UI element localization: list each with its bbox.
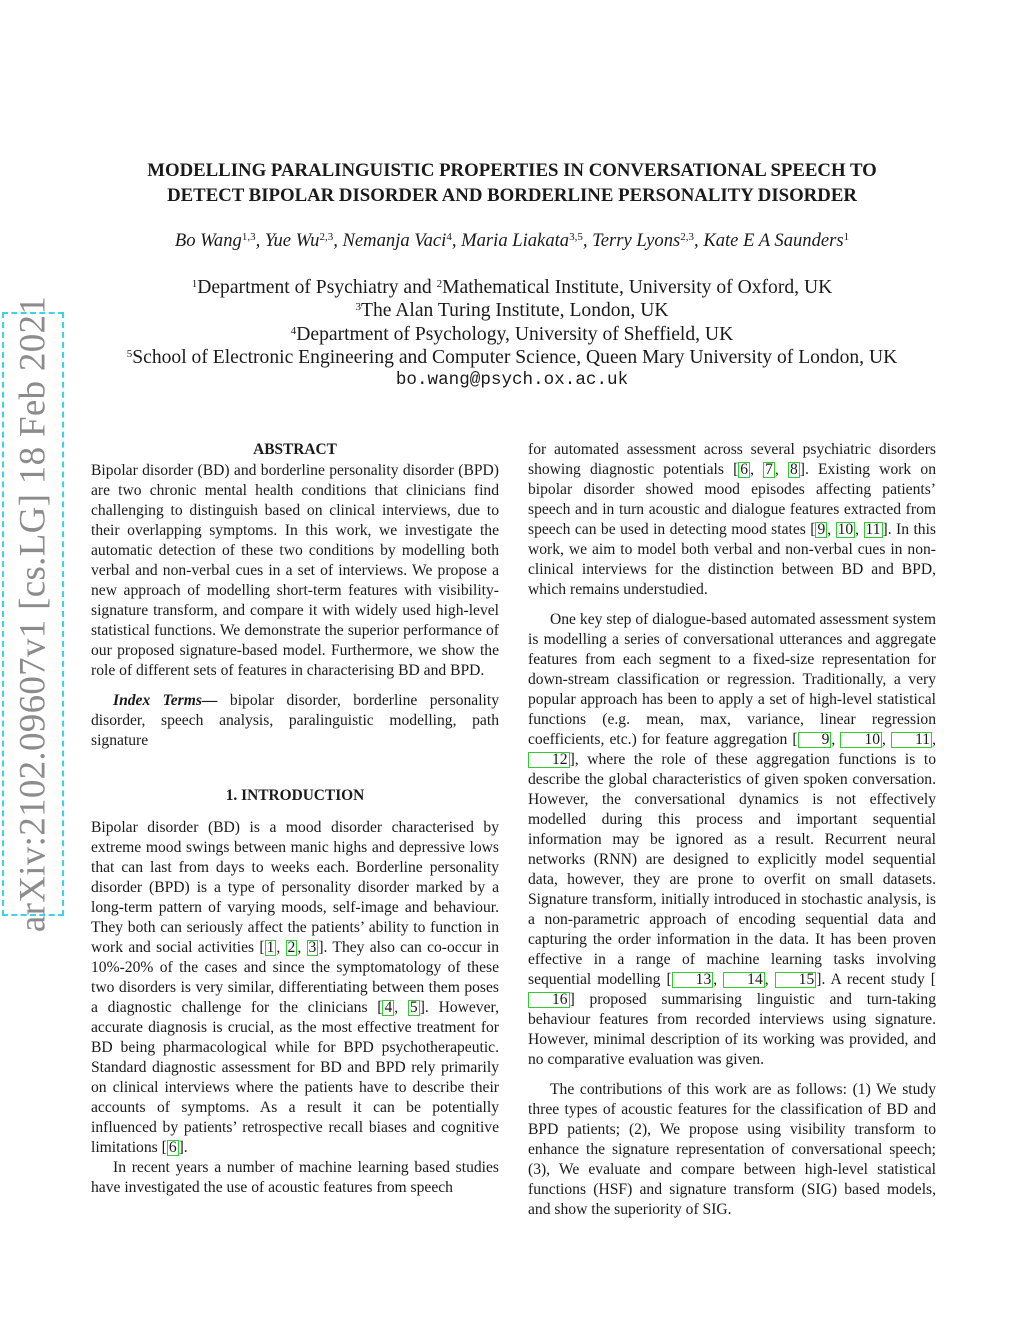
introduction-heading: 1. INTRODUCTION [225, 787, 365, 804]
citation-separator: , [774, 461, 788, 478]
citation-link[interactable]: 15 [775, 972, 817, 988]
affiliation-marker: 4 [290, 324, 297, 337]
affiliation-line-4 [0, 346, 1024, 369]
citation-link[interactable]: 3 [308, 939, 317, 956]
citation-link[interactable]: 14 [723, 972, 765, 988]
citation-link[interactable]: 8 [789, 461, 798, 478]
intro-paragraph-2-start: In recent years a number of machine learning based studies have investigated the use of acoustic features from speech [91, 1159, 499, 1196]
citation-link[interactable]: 4 [384, 999, 393, 1016]
affiliation-text: Mathematical Institute, University of Oxford, UK [442, 277, 833, 298]
citation-link[interactable]: 13 [672, 972, 714, 988]
title-line-1: MODELLING PARALINGUISTIC PROPERTIES IN CONVERSATIONAL SPEECH TO [147, 160, 877, 181]
paragraph-text: One key step of dialogue-based automated assessment system is modelling a series of conversational utterances and aggregate features from each segment to a fixed-size representation for down-stream classification or regression. Traditionally, a very popular approach has been to apply a set of high-level statistical functions (e.g. mean, max, variance, linear regression coefficients, etc.) for feature aggregation [ [528, 611, 936, 748]
author-affiliation-marker: 2,3 [319, 231, 334, 243]
author-separator: , [255, 230, 265, 251]
author-affiliation-marker: 2,3 [680, 231, 695, 243]
author-affiliation-marker: 3,5 [569, 231, 583, 243]
citation-separator: , [713, 971, 724, 988]
citation-link[interactable]: 11 [865, 521, 881, 538]
citation-separator: , [764, 971, 775, 988]
author-separator: , [582, 230, 593, 251]
citation-link[interactable]: 16 [528, 992, 570, 1008]
affiliation-marker: 5 [126, 347, 133, 360]
arxiv-sidebar-stamp [2, 295, 64, 933]
citation-link[interactable]: 6 [168, 1139, 177, 1156]
citation-separator: , [855, 521, 864, 538]
affiliation-marker: 3 [355, 301, 361, 314]
author-name: Nemanja Vaci [342, 230, 447, 251]
affiliation-marker: 2 [436, 278, 443, 290]
paragraph-text: ]. Existing work on bipolar disorder showed mood episodes affecting patients’ speech and in turn acoustic and dialogue features extracted from speech can be used in detecting mood states [ [528, 461, 936, 538]
intro-paragraph-1 [91, 818, 499, 1158]
citation-link[interactable]: 11 [891, 732, 932, 748]
arxiv-identifier: arXiv:2102.09607v1 [cs.LG] 18 Feb 2021 [12, 295, 54, 933]
author-separator: , [451, 230, 462, 251]
author-separator: , [333, 230, 343, 251]
citation-separator: , [831, 731, 841, 748]
citation-separator: , [882, 731, 892, 748]
author-affiliation-marker: 4 [446, 231, 452, 243]
paragraph-text: Bipolar disorder (BD) is a mood disorder characterised by extreme mood swings between manic highs and depressive lows that can last from days to weeks each. Borderline personality disorder (BPD) is a type of personality disorder marked by a long-term pattern of varying moods, self-image and behaviour. They both can seriously affect the patients’ ability to function in work and social activities [ [91, 819, 499, 956]
citation-link[interactable]: 2 [287, 939, 296, 956]
affiliation-marker: 1 [191, 278, 198, 290]
intro-paragraph-3 [528, 610, 936, 1070]
paragraph-text: ] proposed summarising linguistic and turn-taking behaviour features from recorded interviews using signature. However, minimal description of its working was provided, and no comparative evaluation was given. [528, 991, 936, 1068]
citation-separator: , [276, 939, 286, 956]
author-affiliation-marker: 1 [843, 231, 850, 243]
author-separator: , [694, 230, 704, 251]
citation-link[interactable]: 9 [798, 732, 832, 748]
citation-link[interactable]: 9 [817, 521, 826, 538]
paragraph-text: ]. They also can co-occur in 10%-20% of the cases and since the symptomatology of these two disorders is very similar, differentiating between them poses a diagnostic challenge for the clinicians [ [91, 939, 500, 1016]
affiliation-text: Department of Psychology, University of Sheffield, UK [296, 323, 734, 345]
paragraph-text: ]. However, accurate diagnosis is crucial, as the most effective treatment for BD being pharmacological while for BPD psychotherapeutic. Standard diagnostic assessment for BD and BPD rely primarily on clinical interviews where the patients have to describe their accounts of symptoms. As a result it can be potentially influenced by patients’ retrospective recall biases and cognitive limitations [ [91, 999, 499, 1156]
citation-link[interactable]: 10 [840, 732, 882, 748]
citation-link[interactable]: 5 [409, 999, 418, 1016]
affiliation-text: Department of Psychiatry and [197, 277, 437, 298]
citation-separator: , [827, 521, 836, 538]
citation-link[interactable]: 10 [837, 521, 854, 538]
author-list [0, 229, 1024, 253]
author-name: Yue Wu [264, 230, 320, 251]
index-terms-text: bipolar disorder, borderline personality disorder, speech analysis, paralinguistic modelling, path signature [91, 692, 499, 749]
affiliations [0, 276, 1024, 392]
citation-link[interactable]: 6 [740, 461, 749, 478]
paragraph-text: ]. [178, 1139, 188, 1156]
citation-link[interactable]: 12 [528, 752, 570, 768]
paragraph-text: for automated assessment across several psychiatric disorders showing diagnostic potentials [ [528, 441, 936, 478]
affiliation-line-1 [0, 276, 1024, 299]
affiliation-line-2 [0, 299, 1024, 322]
right-column [528, 440, 936, 1220]
author-affiliation-marker: 1,3 [241, 231, 256, 243]
index-terms [91, 691, 499, 751]
title-line-2: DETECT BIPOLAR DISORDER AND BORDERLINE PERSONALITY DISORDER [167, 185, 857, 206]
paragraph-text: ], where the role of these aggregation functions is to describe the global characteristics of given spoken conversation. However, the conversational dynamics is not effectively modelled during this process and important sequential information may be ignored as a result. Recurrent neural networks (RNN) are designed to explicitly model sequential data, however, they are prone to overfit on small datasets. Signature transform, initially introduced in stochastic analysis, is a non-parametric approach of encoding sequential data and capturing the order information in the data. It has been proven effective in a range of machine learning tasks involving sequential modelling [ [528, 751, 936, 988]
intro-paragraph-2-continued [528, 440, 936, 600]
paragraph-text: ]. A recent study [ [816, 971, 936, 988]
affiliation-line-3 [0, 323, 1024, 346]
citation-link[interactable]: 7 [765, 461, 773, 478]
author-name: Maria Liakata [461, 230, 570, 251]
abstract-heading: ABSTRACT [253, 441, 337, 458]
author-name: Terry Lyons [592, 230, 681, 251]
affiliation-text: The Alan Turing Institute, London, UK [360, 300, 669, 322]
author-name: Bo Wang [174, 230, 242, 251]
citation-separator: , [394, 999, 408, 1016]
affiliation-text: School of Electronic Engineering and Computer Science, Queen Mary University of London, UK [132, 346, 898, 368]
citation-link[interactable]: 1 [266, 939, 275, 956]
citation-separator: , [750, 461, 764, 478]
paper-title [0, 158, 1024, 208]
intro-paragraph-4: The contributions of this work are as follows: (1) We study three types of acoustic features for the classification of BD and BPD patients; (2), We propose using visibility transform to enhance the signature representation of conversational speech; (3), We evaluate and compare between high-level statistical functions (HSF) and signature transform (SIG) based models, and show the superiority of SIG. [528, 1081, 936, 1218]
author-name: Kate E A Saunders [703, 230, 844, 251]
citation-separator: , [932, 731, 936, 748]
left-column [91, 440, 499, 1198]
index-terms-label: Index Terms— [113, 692, 218, 709]
citation-separator: , [297, 939, 307, 956]
paragraph-text: ]. In this work, we aim to model both verbal and non-verbal cues in non-clinical interviews for the distinction between BD and BPD, which remains understudied. [528, 521, 936, 598]
abstract-body: Bipolar disorder (BD) and borderline personality disorder (BPD) are two chronic mental health conditions that clinicians find challenging to distinguish based on clinical interviews, due to their overlapping symptoms. In this work, we investigate the automatic detection of these two conditions by modelling both verbal and non-verbal cues in a set of interviews. We propose a new approach of modelling short-term features with visibility-signature transform, and compare it with widely used high-level statistical functions. We demonstrate the superior performance of our proposed signature-based model. Furthermore, we show the role of different sets of features in characterising BD and BPD. [91, 462, 499, 679]
contact-email[interactable]: bo.wang@psych.ox.ac.uk [395, 370, 629, 391]
